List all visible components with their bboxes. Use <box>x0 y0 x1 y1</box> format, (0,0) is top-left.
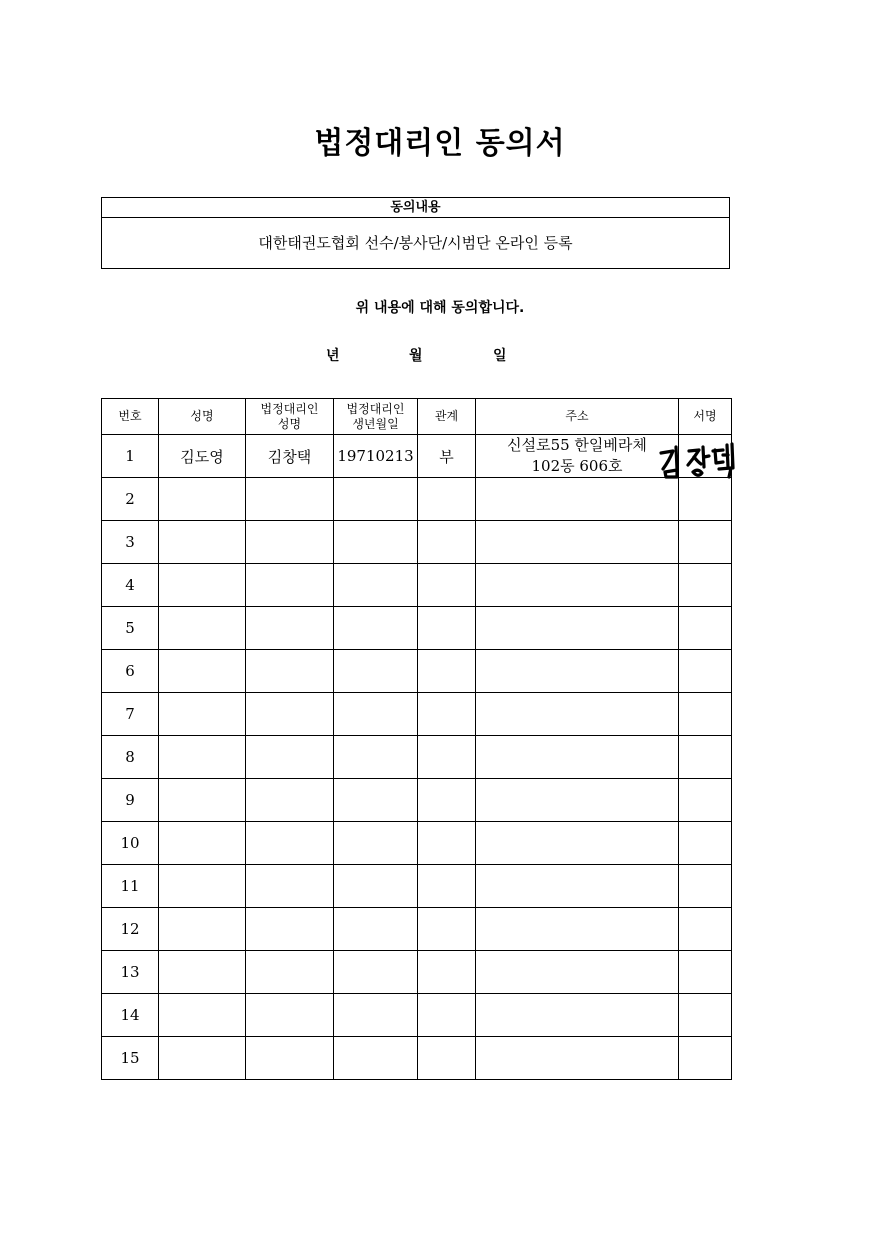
table-row <box>102 822 732 865</box>
cell-guardian-name <box>246 736 334 779</box>
cell-no: 8 <box>102 736 159 779</box>
header-signature: 서명 <box>679 399 732 435</box>
header-name: 성명 <box>159 399 246 435</box>
cell-name <box>159 736 246 779</box>
cell-guardian-birth <box>334 951 418 994</box>
cell-guardian-name <box>246 693 334 736</box>
table-row <box>102 994 732 1037</box>
table-row <box>102 951 732 994</box>
cell-signature <box>679 736 732 779</box>
cell-relation <box>418 693 476 736</box>
cell-signature <box>679 564 732 607</box>
cell-relation <box>418 1037 476 1080</box>
table-row <box>102 1037 732 1080</box>
cell-name <box>159 478 246 521</box>
header-address: 주소 <box>476 399 679 435</box>
cell-guardian-birth <box>334 478 418 521</box>
header-no: 번호 <box>102 399 159 435</box>
cell-guardian-birth <box>334 650 418 693</box>
cell-signature <box>679 607 732 650</box>
cell-no: 10 <box>102 822 159 865</box>
handwritten-signature <box>657 439 739 479</box>
table-row <box>102 736 732 779</box>
cell-no: 1 <box>102 435 159 478</box>
consent-content: 대한태권도협회 선수/봉사단/시범단 온라인 등록 <box>258 234 573 252</box>
cell-guardian-name <box>246 951 334 994</box>
cell-address <box>476 951 679 994</box>
consent-header: 동의내용 <box>102 198 729 218</box>
cell-relation <box>418 650 476 693</box>
cell-guardian-birth <box>334 521 418 564</box>
header-relation: 관계 <box>418 399 476 435</box>
cell-address <box>476 650 679 693</box>
cell-relation <box>418 951 476 994</box>
cell-address <box>476 693 679 736</box>
cell-no: 11 <box>102 865 159 908</box>
cell-no: 14 <box>102 994 159 1037</box>
cell-relation <box>418 564 476 607</box>
document-title: 법정대리인 동의서 <box>314 126 566 161</box>
table-row <box>102 908 732 951</box>
cell-guardian-birth <box>334 564 418 607</box>
cell-guardian-name <box>246 650 334 693</box>
cell-no: 4 <box>102 564 159 607</box>
table-row <box>102 564 732 607</box>
cell-relation <box>418 865 476 908</box>
cell-address <box>476 865 679 908</box>
table-header-row <box>102 399 732 435</box>
cell-signature <box>679 1037 732 1080</box>
cell-signature <box>679 865 732 908</box>
cell-no: 7 <box>102 693 159 736</box>
cell-guardian-name: 김창택 <box>246 435 334 478</box>
cell-guardian-birth <box>334 908 418 951</box>
cell-no: 6 <box>102 650 159 693</box>
table-row <box>102 779 732 822</box>
cell-signature <box>679 435 732 478</box>
cell-guardian-birth <box>334 607 418 650</box>
cell-name <box>159 521 246 564</box>
cell-name <box>159 865 246 908</box>
address-line-1: 신설로55 한일베라체 <box>507 436 647 454</box>
table-row <box>102 650 732 693</box>
cell-no: 9 <box>102 779 159 822</box>
cell-no: 15 <box>102 1037 159 1080</box>
cell-signature <box>679 908 732 951</box>
cell-guardian-birth <box>334 822 418 865</box>
cell-signature <box>679 779 732 822</box>
cell-name: 김도영 <box>159 435 246 478</box>
cell-address <box>476 478 679 521</box>
consent-box <box>101 197 730 269</box>
cell-name <box>159 908 246 951</box>
cell-name <box>159 822 246 865</box>
cell-name <box>159 607 246 650</box>
cell-signature <box>679 693 732 736</box>
cell-address <box>476 908 679 951</box>
cell-no: 12 <box>102 908 159 951</box>
cell-name <box>159 994 246 1037</box>
cell-address <box>476 779 679 822</box>
cell-guardian-name <box>246 1037 334 1080</box>
cell-guardian-name <box>246 865 334 908</box>
date-year-label: 년 <box>326 348 340 364</box>
cell-name <box>159 1037 246 1080</box>
table-row <box>102 865 732 908</box>
cell-name <box>159 693 246 736</box>
cell-signature <box>679 994 732 1037</box>
cell-name <box>159 564 246 607</box>
cell-guardian-birth <box>334 693 418 736</box>
cell-guardian-birth <box>334 779 418 822</box>
cell-guardian-name <box>246 564 334 607</box>
cell-relation <box>418 607 476 650</box>
date-month-label: 월 <box>409 348 423 364</box>
cell-guardian-name <box>246 994 334 1037</box>
cell-guardian-birth <box>334 994 418 1037</box>
address-line-2: 102동 606호 <box>531 457 623 475</box>
cell-guardian-birth <box>334 736 418 779</box>
cell-no: 2 <box>102 478 159 521</box>
cell-guardian-name <box>246 478 334 521</box>
cell-guardian-name <box>246 607 334 650</box>
cell-relation <box>418 478 476 521</box>
cell-guardian-birth <box>334 1037 418 1080</box>
cell-signature <box>679 521 732 564</box>
cell-address <box>476 435 679 478</box>
table-row <box>102 693 732 736</box>
cell-relation <box>418 908 476 951</box>
cell-relation <box>418 822 476 865</box>
table-row <box>102 435 732 478</box>
cell-guardian-name <box>246 779 334 822</box>
cell-signature <box>679 650 732 693</box>
cell-relation <box>418 521 476 564</box>
cell-address <box>476 736 679 779</box>
table-row <box>102 521 732 564</box>
cell-address <box>476 521 679 564</box>
cell-signature <box>679 951 732 994</box>
cell-address <box>476 822 679 865</box>
table-row <box>102 478 732 521</box>
cell-name <box>159 951 246 994</box>
cell-guardian-birth <box>334 865 418 908</box>
cell-relation <box>418 994 476 1037</box>
agreement-statement: 위 내용에 대해 동의합니다. <box>355 300 525 316</box>
registration-table <box>101 398 732 1080</box>
date-day-label: 일 <box>493 348 507 364</box>
cell-guardian-name <box>246 908 334 951</box>
cell-relation <box>418 779 476 822</box>
cell-relation <box>418 736 476 779</box>
cell-name <box>159 779 246 822</box>
table-row <box>102 607 732 650</box>
cell-address <box>476 607 679 650</box>
header-guardian-name: 법정대리인 성명 <box>246 399 334 435</box>
cell-signature <box>679 822 732 865</box>
cell-signature <box>679 478 732 521</box>
cell-guardian-name <box>246 822 334 865</box>
header-guardian-birth: 법정대리인 생년월일 <box>334 399 418 435</box>
cell-no: 13 <box>102 951 159 994</box>
cell-no: 5 <box>102 607 159 650</box>
cell-no: 3 <box>102 521 159 564</box>
cell-address <box>476 1037 679 1080</box>
cell-guardian-name <box>246 521 334 564</box>
cell-relation: 부 <box>418 435 476 478</box>
cell-guardian-birth: 19710213 <box>334 435 418 478</box>
cell-address <box>476 994 679 1037</box>
cell-address <box>476 564 679 607</box>
cell-name <box>159 650 246 693</box>
